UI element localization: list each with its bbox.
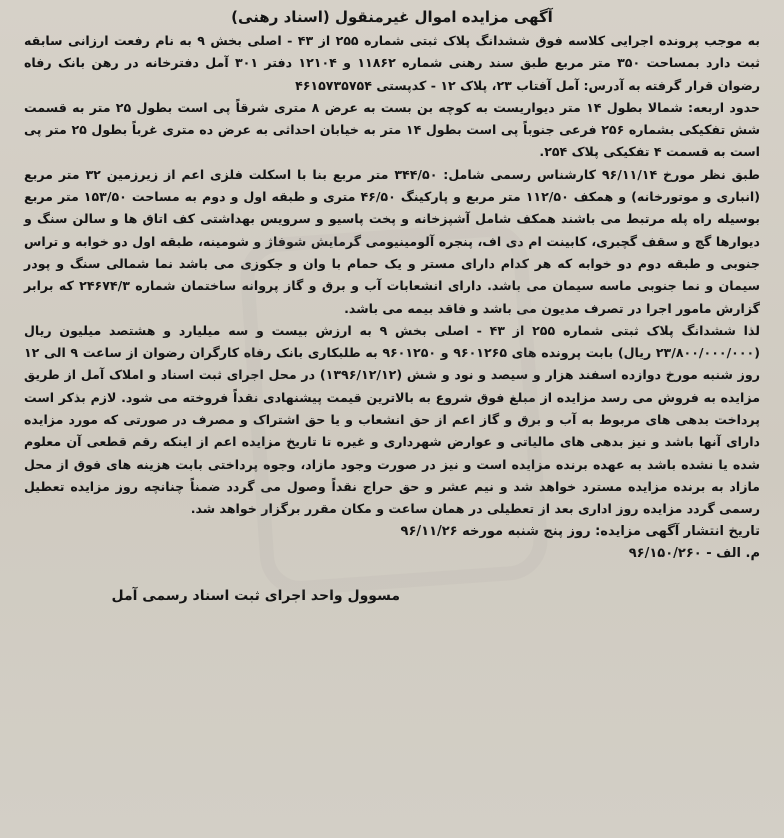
- publish-date: تاریخ انتشار آگهی مزایده: روز پنج شنبه مورخه ۹۶/۱۱/۲۶: [400, 523, 760, 539]
- signature-line: مسوول واحد اجرای ثبت اسناد رسمی آمل: [111, 587, 400, 604]
- notice-title: آگهی مزایده اموال غیرمنقول (اسناد رهنی): [231, 8, 553, 26]
- notice-paragraph-appraisal: طبق نظر مورخ ۹۶/۱۱/۱۴ کارشناس رسمی شامل: ۳۴۴/۵۰ متر مربع بنا با اسکلت فلزی اعم از زیرزمین ۳۲ متر مربع (انباری و موتورخانه) و همکف ۱۱۲/۵۰ متر مربع و پارکینگ ۴۶/۵۰ متری و طبقه اول و دوم به مساحت ۱۵۳/۵۰ متر مربع بوسیله راه پله مرتبط می باشند همکف شامل آشپزخانه و پخت پاسیو و سرویس بهداشتی کف اتاق ها و سالن سنگ و دیوارها گچ و سقف گچبری، کابینت ام دی اف، پنجره آلومینیومی گرمایش شوفاژ و شومینه، طبقه اول دو خوابه و تراس جنوبی و طبقه دوم دو خوابه که هر کدام دارای مستر و یک حمام با وان و جکوزی می باشد نما شمالی سنگ و پودر سیمان و نما جنوبی ماسه سیمان می باشد. دارای انشعابات آب و برق و گاز پروانه ساختمان شماره ۲۴۶۷۴/۳ که برابر گزارش مامور اجرا در تصرف مدیون می باشد و فاقد بیمه می باشد.: [24, 166, 760, 316]
- notice-paragraph-boundaries: حدود اربعه: شمالا بطول ۱۴ متر دیواریست به کوچه بن بست به عرض ۸ متری شرقاً پی است بطول ۲۵ متر به قسمت شش تفکیکی بشماره ۲۵۶ فرعی جنوباً پی است بطول ۱۴ متر به خیابان احداثی به عرض ده متری غرباً بطول ۲۵ متر پی است به قسمت ۴ تفکیکی پلاک ۲۵۴.: [24, 99, 760, 160]
- reference-number: م. الف - ۹۶/۱۵۰/۲۶۰: [628, 545, 760, 561]
- notice-paragraph-auction-terms: لذا ششدانگ پلاک ثبتی شماره ۲۵۵ از ۴۳ - اصلی بخش ۹ به ارزش بیست و سه میلیارد و هشتصد میلیون ریال (۲۳/۸۰۰/۰۰۰/۰۰۰ ریال) بابت پرونده های ۹۶۰۱۲۶۵ و ۹۶۰۱۲۵۰ به طلبکاری بانک رفاه کارگران رضوان از ساعت ۹ الی ۱۲ روز شنبه مورخ دوازده اسفند هزار و سیصد و نود و شش (۱۳۹۶/۱۲/۱۲) در محل اجرای ثبت اسناد و املاک آمل از طریق مزایده به فروش می رسد مزایده از مبلغ فوق شروع به بالاترین قیمت پیشنهادی نقداً فروخته می شود. لازم بذکر است پرداخت بدهی های مربوط به آب و برق و گاز اعم از حق انشعاب و یا حق اشتراک و مصرف در صورتی که مورد مزایده دارای آنها باشد و نیز بدهی های مالیاتی و عوارض شهرداری و غیره تا تاریخ مزایده اعم از اینکه رقم قطعی آن معلوم شده یا نشده باشد به عهده برنده مزایده است و نیز در صورت وجود مازاد، وجوه پرداختی بابت هزینه های فوق از محل مازاد به برنده مزایده مسترد خواهد شد و نیم عشر و حق حراج نقداً وصول می گردد ضمناً چنانچه روز مزایده تعطیل رسمی گردد مزایده روز اداری بعد از تعطیلی در همان ساعت و مکان مقرر برگزار خواهد شد.: [24, 322, 760, 517]
- notice-paragraph-property: به موجب پرونده اجرایی کلاسه فوق ششدانگ پلاک ثبتی شماره ۲۵۵ از ۴۳ - اصلی بخش ۹ به نام رفعت ارزانی سابقه ثبت دارد بمساحت ۳۵۰ متر مربع طبق سند رهنی شماره ۱۱۸۶۲ و ۱۲۱۰۴ دفتر ۳۰۱ آمل دفترخانه در رهن بانک رفاه رضوان قرار گرفته به آدرس: آمل آفتاب ۲۳، پلاک ۱۲ - کدپستی ۴۶۱۵۷۳۵۷۵۴: [24, 33, 760, 93]
